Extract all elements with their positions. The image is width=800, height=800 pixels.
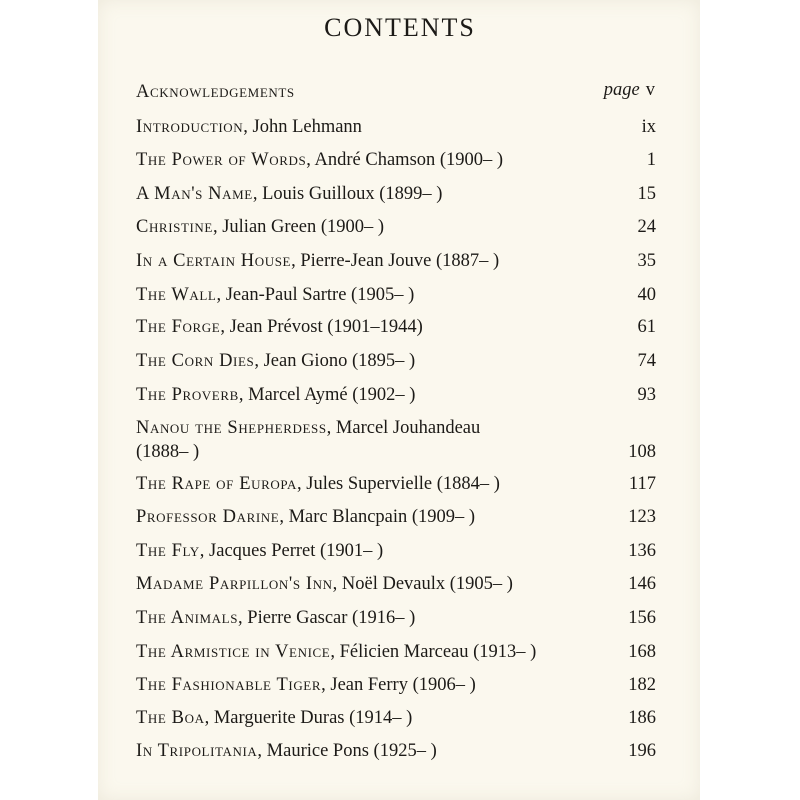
entry-title: The Fashionable Tiger bbox=[136, 675, 322, 695]
entry-page-number: 1 bbox=[646, 150, 656, 170]
entry-page-number: 117 bbox=[628, 474, 656, 494]
entry-author: , Maurice Pons (1925– ) bbox=[257, 741, 437, 761]
toc-entry bbox=[136, 416, 656, 464]
entry-title: The Boa bbox=[136, 708, 205, 728]
entry-title: The Fly bbox=[136, 541, 200, 561]
entry-title: Introduction bbox=[136, 117, 244, 137]
entry-author: , Pierre Gascar (1916– ) bbox=[238, 608, 416, 628]
toc-entry bbox=[136, 283, 656, 307]
entry-title: The Proverb bbox=[136, 385, 239, 405]
toc-entry bbox=[136, 249, 656, 273]
entry-page-number: ix bbox=[641, 117, 656, 137]
entry-page-number: 136 bbox=[628, 541, 656, 561]
entry-title: The Wall bbox=[136, 285, 217, 305]
entry-author: , Jean Ferry (1906– ) bbox=[321, 675, 476, 695]
entry-page-number: 24 bbox=[637, 217, 656, 237]
entry-page-number: 93 bbox=[637, 385, 656, 405]
entry-author: , Marcel Jouhandeau bbox=[326, 418, 481, 438]
entry-page-number: 123 bbox=[628, 507, 656, 527]
entry-title: The Rape of Europa bbox=[136, 474, 297, 494]
toc-entry bbox=[136, 383, 656, 407]
toc-entry bbox=[136, 673, 656, 697]
entry-page-number: 40 bbox=[637, 285, 656, 305]
entry-page-number: 108 bbox=[628, 442, 656, 462]
page-number: v bbox=[645, 80, 655, 100]
entry-author: , Félicien Marceau (1913– ) bbox=[330, 642, 537, 662]
entry-author: , Jean Giono (1895– ) bbox=[254, 351, 416, 371]
entry-title: Madame Parpillon's Inn bbox=[136, 574, 333, 594]
toc-entry bbox=[136, 148, 656, 172]
toc-entry bbox=[136, 115, 656, 139]
entry-page-number: 146 bbox=[628, 574, 656, 594]
entry-author: , Marcel Aymé (1902– ) bbox=[238, 385, 416, 405]
toc-entry bbox=[136, 182, 656, 206]
entry-title: Acknowledgements bbox=[136, 82, 295, 102]
toc-entry bbox=[136, 739, 656, 763]
toc-entry bbox=[136, 640, 656, 664]
toc-entry bbox=[136, 349, 656, 373]
entry-page-number: 196 bbox=[628, 741, 656, 761]
toc-entry bbox=[136, 80, 656, 104]
toc-entry bbox=[136, 472, 656, 496]
page-label: page bbox=[603, 80, 640, 100]
entry-author: , John Lehmann bbox=[243, 117, 362, 137]
entry-title: The Armistice in Venice bbox=[136, 642, 331, 662]
entry-author: , Jacques Perret (1901– ) bbox=[199, 541, 384, 561]
entry-title: The Power of Words bbox=[136, 150, 307, 170]
entry-title: In Tripolitania bbox=[136, 741, 258, 761]
entry-author: , Jean-Paul Sartre (1905– ) bbox=[216, 285, 415, 305]
entry-author: , Julian Green (1900– ) bbox=[212, 217, 385, 237]
entry-title: Professor Darine bbox=[136, 507, 280, 527]
entry-page-number: 74 bbox=[637, 351, 656, 371]
entry-author: , Louis Guilloux (1899– ) bbox=[252, 184, 443, 204]
entry-author: , Jean Prévost (1901–1944) bbox=[220, 317, 423, 337]
toc-entry bbox=[136, 539, 656, 563]
entry-page-number: 35 bbox=[637, 251, 656, 271]
entry-title: The Animals bbox=[136, 608, 239, 628]
entry-title: A Man's Name bbox=[136, 184, 253, 204]
entry-page-number: 61 bbox=[637, 317, 656, 337]
toc-entry bbox=[136, 215, 656, 239]
entry-author: , Pierre-Jean Jouve (1887– ) bbox=[291, 251, 500, 271]
entry-page-number: 15 bbox=[637, 184, 656, 204]
entry-title: The Forge bbox=[136, 317, 221, 337]
toc-entry bbox=[136, 315, 656, 339]
entry-title: The Corn Dies bbox=[136, 351, 255, 371]
page-title: CONTENTS bbox=[324, 13, 476, 42]
entry-page-number: 168 bbox=[628, 642, 656, 662]
toc-entry bbox=[136, 572, 656, 596]
entry-title: In a Certain House bbox=[136, 251, 292, 271]
toc-entry bbox=[136, 706, 656, 730]
entry-author: , Noël Devaulx (1905– ) bbox=[332, 574, 513, 594]
entry-author: , André Chamson (1900– ) bbox=[306, 150, 504, 170]
entry-author-dates: (1888– ) bbox=[136, 442, 200, 462]
entry-page-number: 156 bbox=[628, 608, 656, 628]
entry-title: Christine bbox=[136, 217, 213, 237]
entry-page-number: 182 bbox=[628, 675, 656, 695]
entry-title: Nanou the Shepherdess bbox=[136, 418, 327, 438]
entry-page-number: 186 bbox=[628, 708, 656, 728]
toc-entry bbox=[136, 606, 656, 630]
entry-author: , Jules Supervielle (1884– ) bbox=[297, 474, 500, 494]
entry-author: , Marguerite Duras (1914– ) bbox=[204, 708, 413, 728]
toc-entry bbox=[136, 505, 656, 529]
entry-author: , Marc Blancpain (1909– ) bbox=[279, 507, 476, 527]
